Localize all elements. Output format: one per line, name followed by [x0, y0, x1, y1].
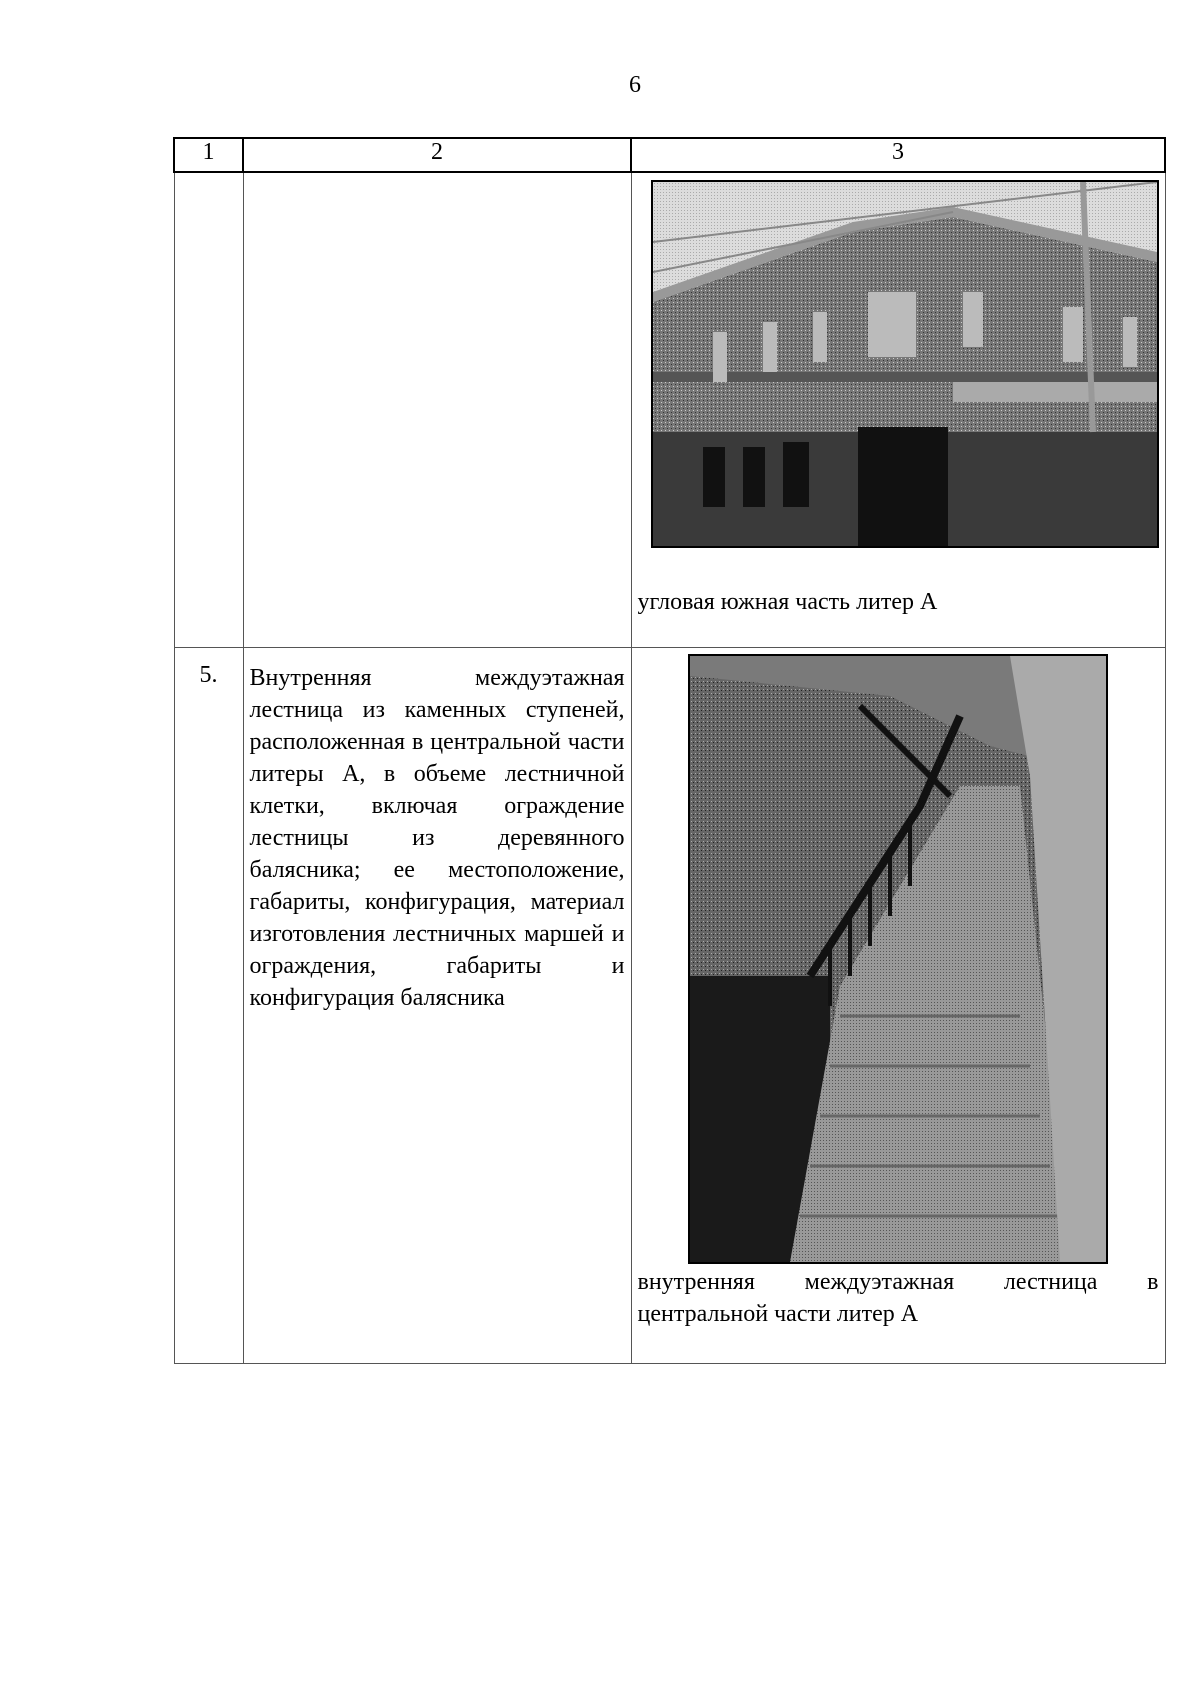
- row-number-cell: [174, 172, 243, 648]
- row-description: [244, 173, 631, 187]
- row-number: [175, 173, 243, 187]
- header-col-2: 2: [243, 138, 631, 172]
- table-row: [174, 172, 1165, 648]
- photo-cell: [631, 172, 1165, 648]
- page-number: 6: [629, 72, 641, 98]
- table-header-row: [174, 138, 1165, 172]
- staircase-photo: [688, 654, 1108, 1264]
- row-description: Внутренняя междуэтажная лестница из каменных ступеней, расположенная в центральной части литеры А, в объеме лестничной клетки, включая ограждение лестницы из деревянного балясника; ее местоположение, габариты, конфигурация, материал изготовления лестничных маршей и ограждения, габариты и конфигурация балясника: [249, 665, 625, 1011]
- description-cell: [243, 172, 631, 648]
- description-cell: [243, 648, 631, 1364]
- building-corner-photo: [651, 180, 1159, 548]
- header-col-1: 1: [174, 138, 243, 172]
- table-row: [174, 648, 1165, 1364]
- photo-caption: угловая южная часть литер А: [637, 589, 938, 615]
- header-col-3: 3: [631, 138, 1165, 172]
- row-number-cell: [174, 648, 243, 1364]
- document-table: [173, 137, 1166, 1364]
- photo-caption: внутренняя междуэтажная лестница в центральной части литер А: [637, 1269, 1159, 1327]
- row-number: 5.: [199, 662, 218, 688]
- photo-cell: [631, 648, 1165, 1364]
